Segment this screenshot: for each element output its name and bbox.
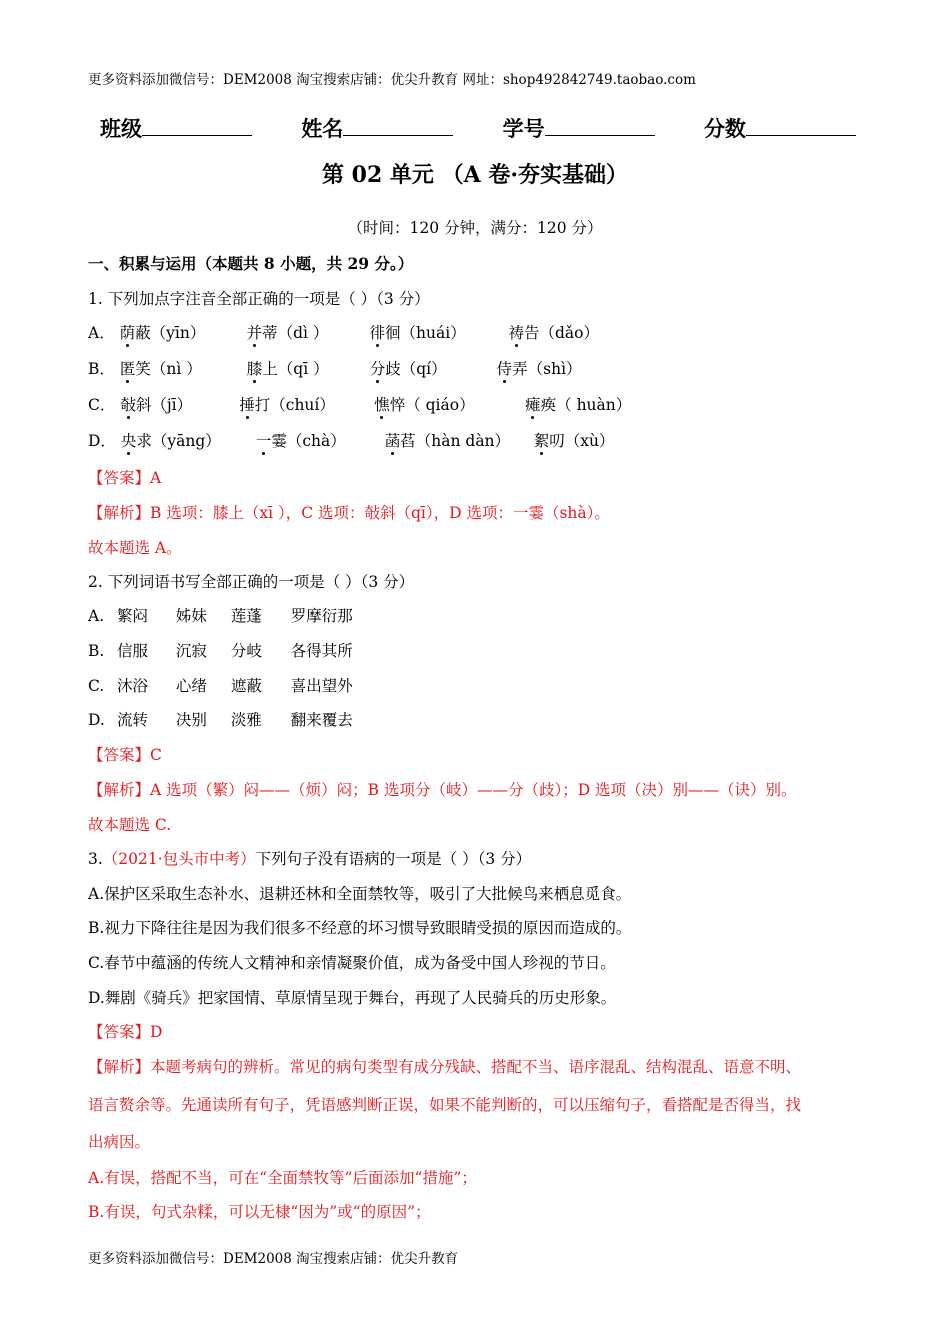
q1-d-item-rest: 霎（chà） xyxy=(271,432,346,450)
q1-a-label: A． xyxy=(88,324,115,342)
answer-value: C xyxy=(150,746,162,764)
q2-answer xyxy=(88,743,162,765)
q1-b-item-dotted-char: 分 xyxy=(369,360,386,378)
q3-option-c: C.春节中蕴涵的传统人文精神和亲情凝聚价值，成为备受中国人珍视的节日。 xyxy=(88,954,616,972)
q1-a-item-dotted-char: 荫 xyxy=(119,324,136,342)
analysis-tag: 【解析】 xyxy=(88,504,151,522)
q1-option-d xyxy=(88,429,614,451)
q1-a-item-dotted-char: 祷 xyxy=(508,324,524,342)
analysis-tag: 【解析】 xyxy=(88,781,151,799)
analysis-text: A 选项（繁）闷——（烦）闷；B 选项分（岐）——分（歧）；D 选项（决）别——（诀）别。 xyxy=(150,781,797,799)
q1-a-item xyxy=(370,321,504,343)
q1-b-label: B． xyxy=(88,360,115,378)
q2-word: 分岐 xyxy=(230,642,262,660)
student-info-row xyxy=(100,113,898,143)
q2-option xyxy=(88,639,353,661)
q2-word: 姊妹 xyxy=(175,607,207,625)
student-id-label: 学号 xyxy=(502,116,545,141)
q1-a-item-dotted-char: 徘 xyxy=(369,324,386,342)
q1-option-a xyxy=(88,321,599,343)
q2-word: 遮蔽 xyxy=(230,677,262,695)
q2-word: 信服 xyxy=(116,642,148,660)
q1-d-item-dotted-char: 一 xyxy=(255,432,272,450)
page-title: 第 02 单元 （A 卷·夯实基础） xyxy=(322,162,628,188)
q1-b-item-rest: 歧（qí） xyxy=(385,360,447,378)
q2-word: 心绪 xyxy=(175,677,207,695)
class-label: 班级 xyxy=(100,116,142,141)
q3-analysis-line: 出病因。 xyxy=(88,1133,151,1151)
q1-c-item-rest: 痪（ huàn） xyxy=(540,396,632,414)
q1-d-item xyxy=(121,429,251,451)
q1-a-item-rest: 徊（huái） xyxy=(385,324,466,342)
q2-word: 莲蓬 xyxy=(230,607,262,625)
q1-a-item xyxy=(508,321,599,343)
q1-c-item-rest: 斜（jī） xyxy=(135,396,193,414)
q1-d-item-rest: 萏（hàn dàn） xyxy=(400,432,511,450)
time-note: （时间：120 分钟，满分：120 分） xyxy=(347,219,603,237)
q1-d-item-dotted-char: 央 xyxy=(120,432,137,450)
q1-d-item-rest: 求（yāng） xyxy=(136,432,221,450)
q1-d-item xyxy=(256,429,380,451)
q1-b-item xyxy=(497,357,582,379)
analysis-text: B 选项：膝上（xī ），C 选项：敧斜（qī），D 选项：一霎（shà）。 xyxy=(150,504,610,522)
q1-b-item-dotted-char: 匿 xyxy=(119,360,136,378)
q2-option-label: C. xyxy=(88,677,105,695)
student-id-field xyxy=(503,113,655,143)
q3-stem-text: 下列句子没有语病的一项是（ ）（3 分） xyxy=(255,850,532,868)
q1-c-item-dotted-char: 憔 xyxy=(374,396,390,414)
page-footer: 更多资料添加微信号：DEM2008 淘宝搜索店铺：优尖升教育 xyxy=(88,1251,459,1267)
q2-word: 沐浴 xyxy=(116,677,148,695)
answer-tag: 【答案】 xyxy=(88,1023,151,1041)
q1-d-item-dotted-char: 絮 xyxy=(533,432,550,450)
q1-c-item-rest: 悴（ qiáo） xyxy=(389,396,475,414)
q1-b-item-rest: 弄（shì） xyxy=(512,360,582,378)
q1-option-b xyxy=(88,357,582,379)
q1-c-item xyxy=(120,393,234,415)
q1-a-item xyxy=(120,321,242,343)
q3-option-b: B.视力下降往往是因为我们很多不经意的坏习惯导致眼睛受损的原因而造成的。 xyxy=(88,919,632,937)
q2-word: 翻来覆去 xyxy=(290,711,353,729)
q2-option-label: B. xyxy=(88,642,105,660)
class-field xyxy=(100,113,252,143)
q3-analysis xyxy=(88,1055,801,1077)
score-field xyxy=(704,113,856,143)
q2-option-label: D. xyxy=(88,711,105,729)
q1-conclusion: 故本题选 A。 xyxy=(88,539,182,557)
q1-c-item xyxy=(374,393,520,415)
q1-d-item-dotted-char: 菡 xyxy=(384,432,401,450)
q3-stem xyxy=(88,847,531,869)
q2-word: 各得其所 xyxy=(290,642,353,660)
q1-b-item xyxy=(370,357,492,379)
q1-a-item-rest: 蔽（yīn） xyxy=(135,324,206,342)
q3-analysis-line: 语言赘余等。先通读所有句子，凭语感判断正误，如果不能判断的，可以压缩句子，看搭配是否得当，找 xyxy=(88,1096,802,1114)
q2-word: 沉寂 xyxy=(175,642,207,660)
answer-tag: 【答案】 xyxy=(88,746,151,764)
q1-a-item-rest: 告（dǎo） xyxy=(523,324,599,342)
q2-word: 繁闷 xyxy=(116,607,148,625)
q2-option xyxy=(88,708,353,730)
answer-value: A xyxy=(150,469,162,487)
q3-note-b: B.有误，句式杂糅，可以无棣“因为”或“的原因”； xyxy=(88,1203,431,1221)
q1-a-item xyxy=(247,321,365,343)
name-blank xyxy=(343,116,453,136)
q3-answer xyxy=(88,1020,162,1042)
page-header: 更多资料添加微信号：DEM2008 淘宝搜索店铺：优尖升教育 网址：shop492842749.taobao.com xyxy=(88,72,696,88)
q3-option-d: D.舞剧《骑兵》把家国情、草原情呈现于舞台，再现了人民骑兵的历史形象。 xyxy=(88,989,617,1007)
q2-analysis xyxy=(88,778,797,800)
q2-word: 流转 xyxy=(116,711,148,729)
q1-d-item xyxy=(534,429,615,451)
q1-c-item-dotted-char: 敧 xyxy=(120,396,136,414)
analysis-text: 本题考病句的辨析。常见的病句类型有成分残缺、搭配不当、语序混乱、结构混乱、语意不明、 xyxy=(150,1058,802,1076)
q2-word: 罗摩衍那 xyxy=(290,607,353,625)
q1-b-item xyxy=(120,357,242,379)
name-label: 姓名 xyxy=(301,116,344,141)
q1-analysis xyxy=(88,501,610,523)
q1-option-c xyxy=(88,393,631,415)
q1-a-item-rest: 蒂（dì ） xyxy=(262,324,329,342)
score-label: 分数 xyxy=(703,116,746,141)
q2-word: 喜出望外 xyxy=(290,677,353,695)
student-id-blank xyxy=(545,116,655,136)
q1-b-item-dotted-char: 侍 xyxy=(496,360,513,378)
q3-note-a: A.有误，搭配不当，可在“全面禁牧等”后面添加“措施”； xyxy=(88,1169,477,1187)
analysis-tag: 【解析】 xyxy=(88,1058,151,1076)
q1-d-label: D． xyxy=(88,432,116,450)
q1-b-item-rest: 笑（nì ） xyxy=(135,360,202,378)
q1-c-item-dotted-char: 捶 xyxy=(239,396,255,414)
q1-b-item-dotted-char: 膝 xyxy=(246,360,263,378)
q1-c-label: C． xyxy=(88,396,116,414)
score-blank xyxy=(746,116,856,136)
q2-conclusion: 故本题选 C. xyxy=(88,816,172,834)
q1-c-item-dotted-char: 瘫 xyxy=(525,396,541,414)
q1-d-item-rest: 叨（xù） xyxy=(549,432,615,450)
section-heading: 一、积累与运用（本题共 8 小题，共 29 分。） xyxy=(88,254,414,273)
name-field xyxy=(301,113,453,143)
q3-source: （2021·包头市中考） xyxy=(102,850,256,868)
q2-option-label: A. xyxy=(88,607,105,625)
q2-word: 淡雅 xyxy=(230,711,262,729)
q1-answer xyxy=(88,466,161,488)
q1-b-item-rest: 上（qī ） xyxy=(262,360,329,378)
q1-c-item-rest: 打（chuí） xyxy=(254,396,335,414)
q2-word: 决别 xyxy=(175,711,207,729)
q3-number: 3. xyxy=(88,850,103,868)
q1-b-item xyxy=(247,357,365,379)
q1-c-item xyxy=(525,393,631,415)
q1-d-item xyxy=(385,429,529,451)
q1-c-item xyxy=(239,393,369,415)
q2-option xyxy=(88,674,353,696)
class-blank xyxy=(142,116,252,136)
answer-tag: 【答案】 xyxy=(88,469,151,487)
q2-stem: 2. 下列词语书写全部正确的一项是（ ）（3 分） xyxy=(88,573,415,591)
q3-option-a: A.保护区采取生态补水、退耕还林和全面禁牧等，吸引了大批候鸟来栖息觅食。 xyxy=(88,885,632,903)
q1-stem: 1. 下列加点字注音全部正确的一项是（ ）（3 分） xyxy=(88,290,430,308)
answer-value: D xyxy=(150,1023,163,1041)
q1-a-item-dotted-char: 并 xyxy=(246,324,263,342)
q2-option xyxy=(88,604,353,626)
